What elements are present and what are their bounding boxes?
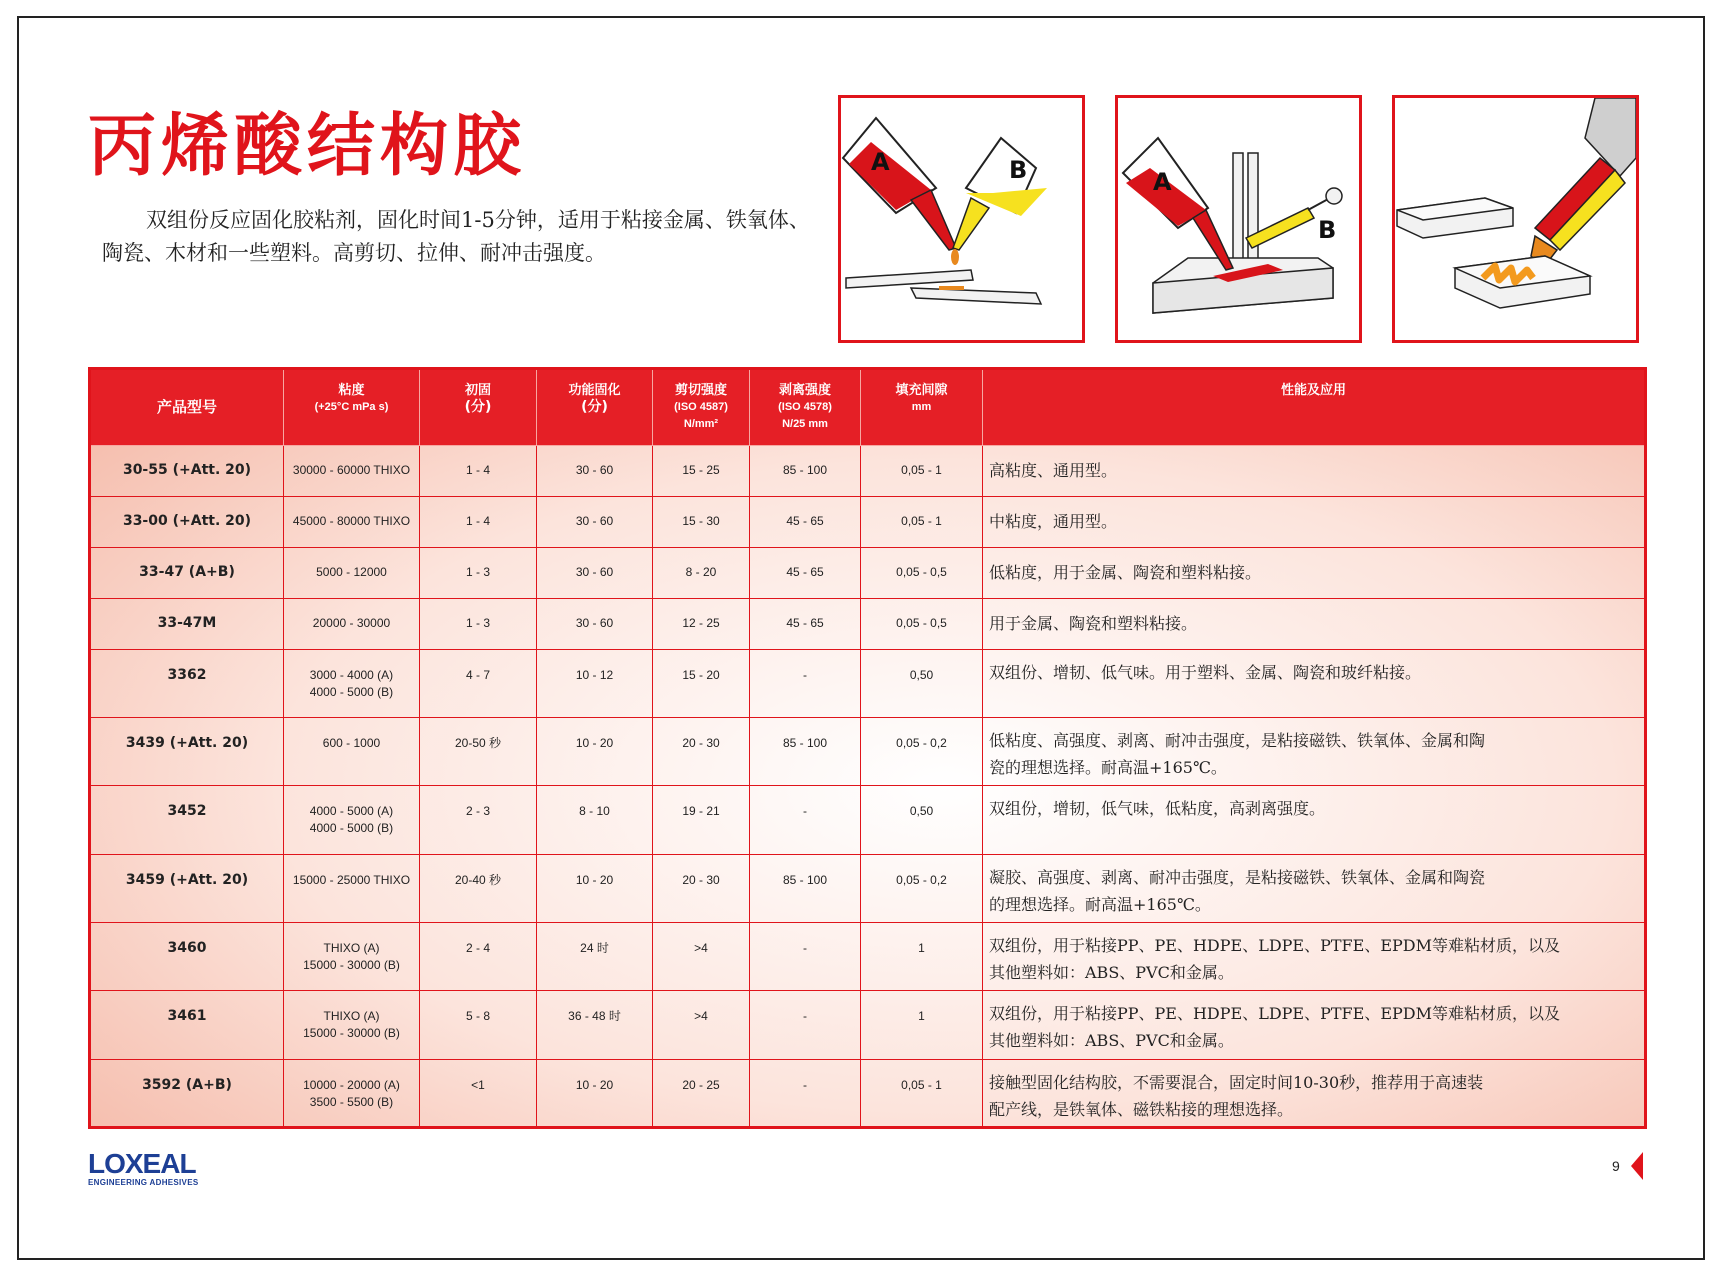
cell-description: 低粘度、高强度、剥离、耐冲击强度，是粘接磁铁、铁氧体、金属和陶 瓷的理想选择。耐高温+165℃。 (983, 718, 1646, 786)
cell-peel: - (750, 991, 861, 1059)
cell-model: 3439 (+Att. 20) (90, 718, 284, 786)
illustration-mixer-application (1392, 95, 1639, 343)
illustration-fixture-application (1115, 95, 1362, 343)
header-shear: 剪切强度 (ISO 4587) N/mm² (653, 369, 750, 446)
cell-viscosity: 30000 - 60000 THIXO (284, 446, 420, 497)
cell-description: 双组份，用于粘接PP、PE、HDPE、LDPE、PTFE、EPDM等难粘材质，以及 其他塑料如：ABS、PVC和金属。 (983, 991, 1646, 1059)
cell-model: 30-55 (+Att. 20) (90, 446, 284, 497)
logo-tagline: ENGINEERING ADHESIVES (88, 1178, 199, 1187)
cell-functional: 8 - 10 (537, 786, 653, 854)
cell-model: 3459 (+Att. 20) (90, 854, 284, 922)
cell-gap: 0,05 - 1 (861, 496, 983, 547)
cell-shear: >4 (653, 923, 750, 991)
cell-description: 双组份，用于粘接PP、PE、HDPE、LDPE、PTFE、EPDM等难粘材质，以及 其他塑料如：ABS、PVC和金属。 (983, 923, 1646, 991)
header-functional: 功能固化 (分) (537, 369, 653, 446)
cell-description: 凝胶、高强度、剥离、耐冲击强度，是粘接磁铁、铁氧体、金属和陶瓷 的理想选择。耐高温+165℃。 (983, 854, 1646, 922)
table-row (90, 991, 1646, 1059)
cell-description: 中粘度，通用型。 (983, 496, 1646, 547)
label-b: B (1009, 156, 1028, 184)
cell-model: 3460 (90, 923, 284, 991)
cell-shear: 20 - 30 (653, 718, 750, 786)
cell-peel: - (750, 1059, 861, 1127)
table-row (90, 786, 1646, 854)
cell-fixture: 20-50 秒 (420, 718, 537, 786)
cell-viscosity: 45000 - 80000 THIXO (284, 496, 420, 547)
cell-gap: 1 (861, 923, 983, 991)
header-description: 性能及应用 (983, 369, 1646, 446)
table-row (90, 1059, 1646, 1127)
table-row (90, 923, 1646, 991)
cell-model: 3452 (90, 786, 284, 854)
cell-fixture: 2 - 3 (420, 786, 537, 854)
cell-shear: 19 - 21 (653, 786, 750, 854)
cell-functional: 36 - 48 时 (537, 991, 653, 1059)
product-table (88, 367, 1647, 1129)
cell-gap: 0,50 (861, 786, 983, 854)
label-a: A (871, 148, 890, 176)
cell-peel: 85 - 100 (750, 854, 861, 922)
cell-fixture: 4 - 7 (420, 649, 537, 717)
page-tab-icon (1631, 1152, 1643, 1180)
page-number: 9 (1612, 1158, 1620, 1174)
bottles-dispensing-icon (841, 98, 1082, 340)
cell-viscosity: THIXO (A) 15000 - 30000 (B) (284, 991, 420, 1059)
cell-functional: 30 - 60 (537, 598, 653, 649)
cell-description: 用于金属、陶瓷和塑料粘接。 (983, 598, 1646, 649)
cell-functional: 10 - 12 (537, 649, 653, 717)
cell-fixture: 1 - 4 (420, 446, 537, 497)
cell-description: 低粘度，用于金属、陶瓷和塑料粘接。 (983, 547, 1646, 598)
cell-description: 接触型固化结构胶，不需要混合，固定时间10-30秒，推荐用于高速装 配产线，是铁氧体、磁铁粘接的理想选择。 (983, 1059, 1646, 1127)
illustration-separate-application (838, 95, 1085, 343)
cell-gap: 0,05 - 1 (861, 446, 983, 497)
cell-model: 3362 (90, 649, 284, 717)
cell-model: 3461 (90, 991, 284, 1059)
cell-gap: 0,05 - 0,2 (861, 718, 983, 786)
label-a-fixture: A (1153, 168, 1172, 196)
page-title: 丙烯酸结构胶 (88, 107, 527, 186)
cell-peel: 45 - 65 (750, 496, 861, 547)
dual-cartridge-icon (1395, 98, 1636, 340)
cell-shear: >4 (653, 991, 750, 1059)
cell-viscosity: 15000 - 25000 THIXO (284, 854, 420, 922)
table-row (90, 854, 1646, 922)
cell-description: 双组份、增韧、低气味。用于塑料、金属、陶瓷和玻纤粘接。 (983, 649, 1646, 717)
cell-shear: 15 - 20 (653, 649, 750, 717)
cell-fixture: 2 - 4 (420, 923, 537, 991)
table-row (90, 496, 1646, 547)
cell-shear: 20 - 30 (653, 854, 750, 922)
cell-functional: 10 - 20 (537, 854, 653, 922)
cell-description: 高粘度、通用型。 (983, 446, 1646, 497)
intro-paragraph: 双组份反应固化胶粘剂，固化时间1-5分钟，适用于粘接金属、铁氧体、陶瓷、木材和一些塑料。高剪切、拉伸、耐冲击强度。 (102, 208, 810, 265)
cell-fixture: <1 (420, 1059, 537, 1127)
cell-fixture: 1 - 3 (420, 547, 537, 598)
cell-fixture: 5 - 8 (420, 991, 537, 1059)
logo-wordmark: LOXEAL (88, 1148, 196, 1179)
cell-fixture: 1 - 4 (420, 496, 537, 547)
cell-shear: 15 - 25 (653, 446, 750, 497)
header-model: 产品型号 (90, 369, 284, 446)
cell-functional: 24 时 (537, 923, 653, 991)
cell-functional: 30 - 60 (537, 446, 653, 497)
header-peel: 剥离强度 (ISO 4578) N/25 mm (750, 369, 861, 446)
cell-viscosity: THIXO (A) 15000 - 30000 (B) (284, 923, 420, 991)
cell-gap: 0,05 - 0,5 (861, 598, 983, 649)
cell-model: 33-47M (90, 598, 284, 649)
header-viscosity: 粘度 (+25°C mPa s) (284, 369, 420, 446)
cell-shear: 20 - 25 (653, 1059, 750, 1127)
cell-peel: 85 - 100 (750, 718, 861, 786)
loxeal-logo (88, 1150, 198, 1187)
cell-viscosity: 10000 - 20000 (A) 3500 - 5500 (B) (284, 1059, 420, 1127)
cell-gap: 0,05 - 0,5 (861, 547, 983, 598)
cell-gap: 0,50 (861, 649, 983, 717)
cell-gap: 0,05 - 1 (861, 1059, 983, 1127)
cell-functional: 10 - 20 (537, 1059, 653, 1127)
cell-model: 3592 (A+B) (90, 1059, 284, 1127)
cell-shear: 12 - 25 (653, 598, 750, 649)
cell-peel: 45 - 65 (750, 598, 861, 649)
cell-fixture: 20-40 秒 (420, 854, 537, 922)
header-row (90, 369, 1646, 446)
cell-peel: 45 - 65 (750, 547, 861, 598)
table-row (90, 718, 1646, 786)
header-gap: 填充间隙 mm (861, 369, 983, 446)
cell-peel: - (750, 786, 861, 854)
cell-viscosity: 4000 - 5000 (A) 4000 - 5000 (B) (284, 786, 420, 854)
cell-shear: 8 - 20 (653, 547, 750, 598)
table-row (90, 649, 1646, 717)
cell-fixture: 1 - 3 (420, 598, 537, 649)
cell-viscosity: 600 - 1000 (284, 718, 420, 786)
cell-viscosity: 5000 - 12000 (284, 547, 420, 598)
cell-peel: - (750, 923, 861, 991)
table-row (90, 547, 1646, 598)
cell-viscosity: 3000 - 4000 (A) 4000 - 5000 (B) (284, 649, 420, 717)
cell-model: 33-47 (A+B) (90, 547, 284, 598)
cell-peel: - (750, 649, 861, 717)
table-row (90, 598, 1646, 649)
header-fixture: 初固 (分) (420, 369, 537, 446)
cell-shear: 15 - 30 (653, 496, 750, 547)
cell-model: 33-00 (+Att. 20) (90, 496, 284, 547)
cell-functional: 10 - 20 (537, 718, 653, 786)
cell-functional: 30 - 60 (537, 496, 653, 547)
fixture-bonding-icon (1118, 98, 1359, 340)
table-row (90, 446, 1646, 497)
cell-functional: 30 - 60 (537, 547, 653, 598)
cell-peel: 85 - 100 (750, 446, 861, 497)
cell-viscosity: 20000 - 30000 (284, 598, 420, 649)
cell-description: 双组份，增韧，低气味，低粘度，高剥离强度。 (983, 786, 1646, 854)
cell-gap: 1 (861, 991, 983, 1059)
label-b-fixture: B (1318, 216, 1337, 244)
cell-gap: 0,05 - 0,2 (861, 854, 983, 922)
